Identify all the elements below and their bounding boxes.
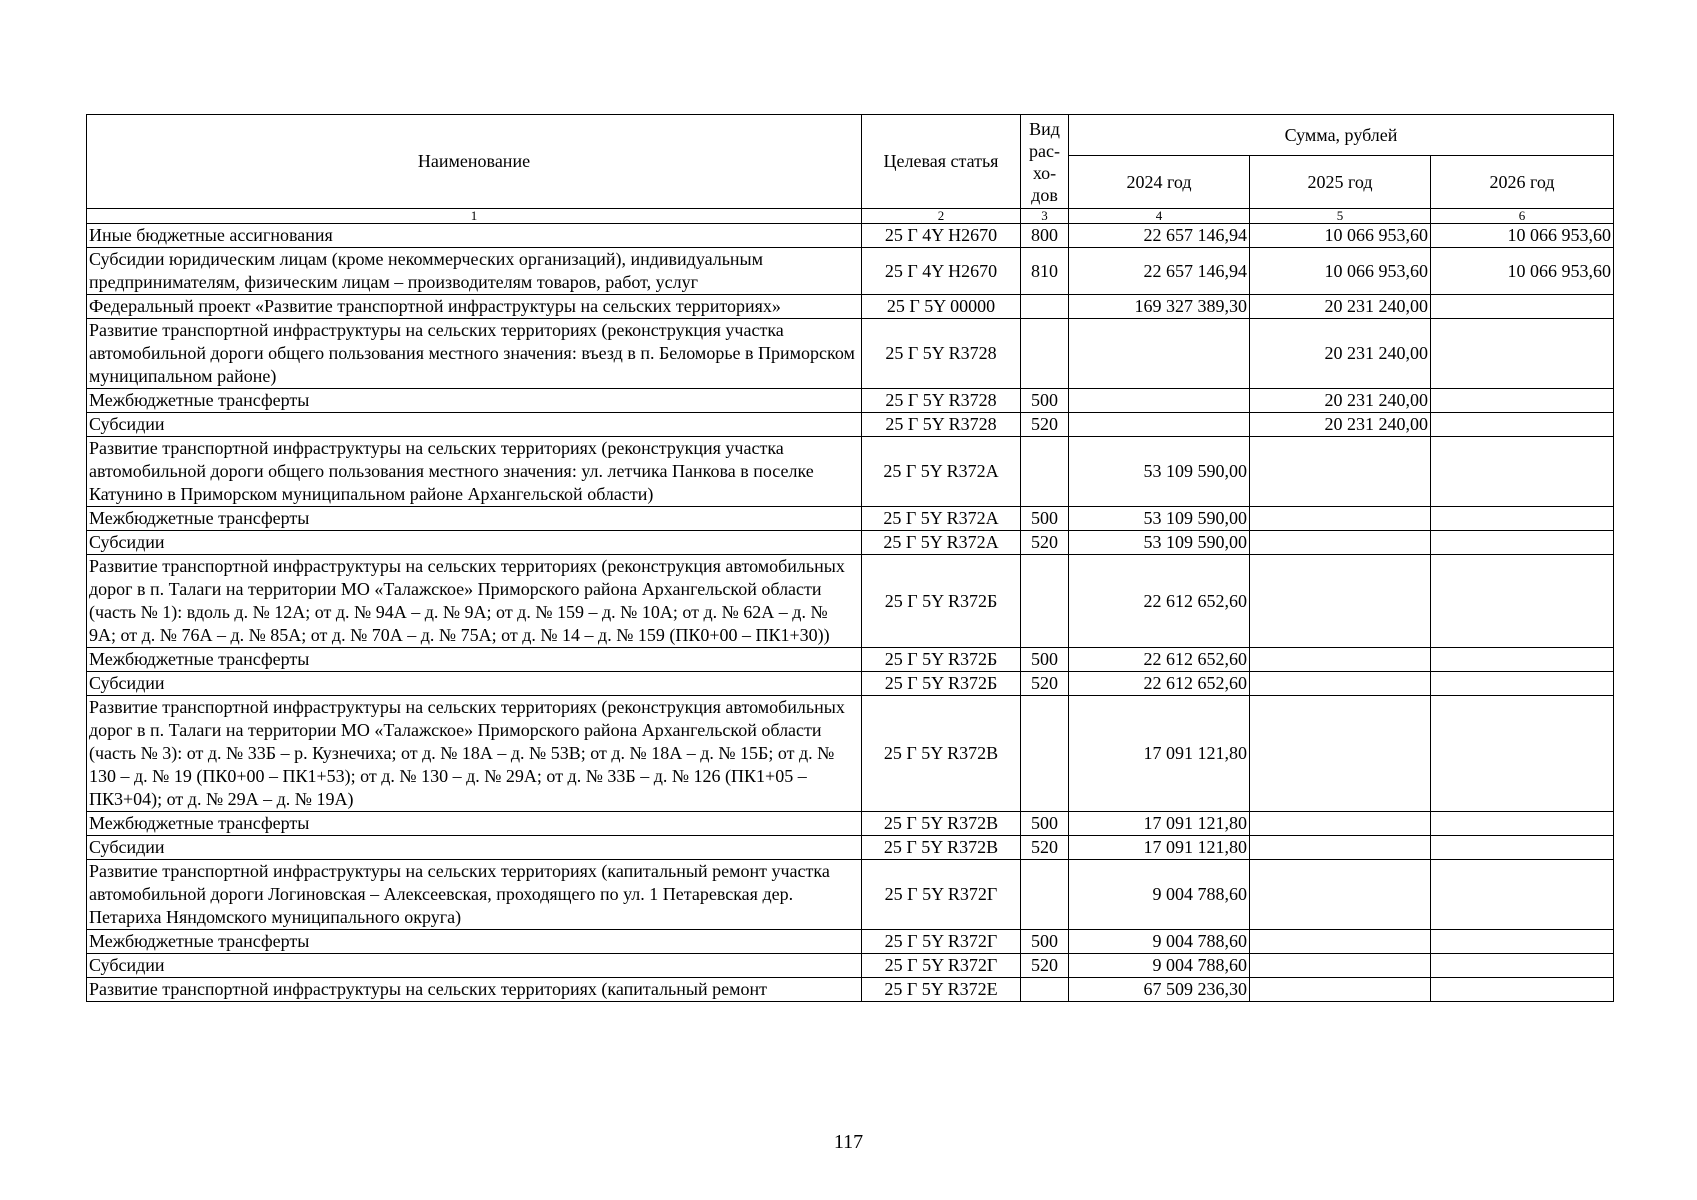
- row-amount-2024: [1069, 389, 1250, 413]
- table-row: [87, 836, 1614, 860]
- row-target-article: 25 Г 5Y R372В: [862, 812, 1021, 836]
- row-amount-2026: [1431, 954, 1614, 978]
- row-amount-2024: 17 091 121,80: [1069, 696, 1250, 812]
- row-amount-2025: [1250, 531, 1431, 555]
- row-expense-type: [1021, 437, 1069, 507]
- row-name: Развитие транспортной инфраструктуры на сельских территориях (реконструкция автомобильных дорог в п. Талаги на территории МО «Талажское» Приморского района Архангельской области (часть № 3): от д. № 33Б – р. Кузнечиха; от д. № 18А – д. № 53В; от д. № 18А – д. № 15Б; от д. № 130 – д. № 19 (ПК0+00 – ПК1+53); от д. № 130 – д. № 29А; от д. № 33Б – д. № 126 (ПК1+05 – ПК3+04); от д. № 29А – д. № 19А): [87, 696, 862, 812]
- row-target-article: 25 Г 5Y R372В: [862, 696, 1021, 812]
- row-expense-type: [1021, 978, 1069, 1002]
- row-target-article: 25 Г 5Y R3728: [862, 389, 1021, 413]
- row-amount-2024: [1069, 319, 1250, 389]
- row-expense-type: 800: [1021, 224, 1069, 248]
- row-amount-2026: [1431, 319, 1614, 389]
- row-amount-2024: 53 109 590,00: [1069, 531, 1250, 555]
- row-expense-type: 520: [1021, 413, 1069, 437]
- table-row: [87, 248, 1614, 295]
- row-amount-2024: 9 004 788,60: [1069, 930, 1250, 954]
- row-amount-2026: [1431, 555, 1614, 648]
- column-number: 2: [862, 209, 1021, 224]
- row-amount-2025: [1250, 672, 1431, 696]
- row-target-article: 25 Г 4Y H2670: [862, 224, 1021, 248]
- header-sum: Сумма, рублей: [1069, 115, 1614, 156]
- row-amount-2026: [1431, 507, 1614, 531]
- row-target-article: 25 Г 5Y R372Б: [862, 648, 1021, 672]
- table-row: [87, 555, 1614, 648]
- row-expense-type: 500: [1021, 389, 1069, 413]
- row-amount-2024: 53 109 590,00: [1069, 507, 1250, 531]
- row-name: Субсидии: [87, 531, 862, 555]
- page-number: 117: [833, 1131, 864, 1153]
- row-amount-2025: 20 231 240,00: [1250, 413, 1431, 437]
- row-amount-2026: [1431, 531, 1614, 555]
- table-row: [87, 295, 1614, 319]
- row-target-article: 25 Г 5Y R372А: [862, 531, 1021, 555]
- row-target-article: 25 Г 4Y H2670: [862, 248, 1021, 295]
- row-name: Межбюджетные трансферты: [87, 507, 862, 531]
- row-expense-type: 500: [1021, 812, 1069, 836]
- row-amount-2025: [1250, 648, 1431, 672]
- row-amount-2026: [1431, 836, 1614, 860]
- column-number: 1: [87, 209, 862, 224]
- row-amount-2025: [1250, 930, 1431, 954]
- row-name: Субсидии: [87, 954, 862, 978]
- row-amount-2025: [1250, 507, 1431, 531]
- table-row: [87, 930, 1614, 954]
- row-amount-2025: [1250, 555, 1431, 648]
- table-row: [87, 812, 1614, 836]
- row-target-article: 25 Г 5Y R372А: [862, 507, 1021, 531]
- row-amount-2024: 17 091 121,80: [1069, 836, 1250, 860]
- row-amount-2026: 10 066 953,60: [1431, 224, 1614, 248]
- row-amount-2026: [1431, 860, 1614, 930]
- row-target-article: 25 Г 5Y R372А: [862, 437, 1021, 507]
- row-expense-type: [1021, 295, 1069, 319]
- row-expense-type: [1021, 319, 1069, 389]
- row-amount-2026: [1431, 812, 1614, 836]
- row-name: Развитие транспортной инфраструктуры на сельских территориях (реконструкция автомобильных дорог в п. Талаги на территории МО «Талажское» Приморского района Архангельской области (часть № 1): вдоль д. № 12А; от д. № 94А – д. № 9А; от д. № 159 – д. № 10А; от д. № 62А – д. № 9А; от д. № 76А – д. № 85А; от д. № 70А – д. № 75А; от д. № 14 – д. № 159 (ПК0+00 – ПК1+30)): [87, 555, 862, 648]
- row-target-article: 25 Г 5Y 00000: [862, 295, 1021, 319]
- row-amount-2025: [1250, 437, 1431, 507]
- row-amount-2024: 67 509 236,30: [1069, 978, 1250, 1002]
- row-amount-2024: 22 612 652,60: [1069, 555, 1250, 648]
- table-row: [87, 672, 1614, 696]
- table-row: [87, 389, 1614, 413]
- row-target-article: 25 Г 5Y R372Б: [862, 672, 1021, 696]
- row-name: Межбюджетные трансферты: [87, 930, 862, 954]
- row-amount-2026: [1431, 389, 1614, 413]
- row-amount-2024: 22 657 146,94: [1069, 248, 1250, 295]
- row-expense-type: 520: [1021, 954, 1069, 978]
- row-amount-2026: [1431, 437, 1614, 507]
- header-name: Наименование: [87, 115, 862, 209]
- row-amount-2024: 53 109 590,00: [1069, 437, 1250, 507]
- table-row: [87, 413, 1614, 437]
- row-amount-2025: [1250, 860, 1431, 930]
- row-amount-2026: [1431, 696, 1614, 812]
- row-expense-type: 500: [1021, 930, 1069, 954]
- row-amount-2025: 20 231 240,00: [1250, 319, 1431, 389]
- row-expense-type: 500: [1021, 648, 1069, 672]
- row-amount-2026: [1431, 978, 1614, 1002]
- budget-table: [86, 114, 1614, 1002]
- row-amount-2026: [1431, 413, 1614, 437]
- row-name: Субсидии: [87, 672, 862, 696]
- row-target-article: 25 Г 5Y R372Г: [862, 860, 1021, 930]
- header-year-2026: 2026 год: [1431, 156, 1614, 209]
- row-expense-type: [1021, 860, 1069, 930]
- row-target-article: 25 Г 5Y R372Г: [862, 954, 1021, 978]
- row-amount-2024: 17 091 121,80: [1069, 812, 1250, 836]
- header-target-article: Целевая статья: [862, 115, 1021, 209]
- table-row: [87, 954, 1614, 978]
- row-name: Развитие транспортной инфраструктуры на сельских территориях (реконструкция участка автомобильной дороги общего пользования местного значения: ул. летчика Панкова в поселке Катунино в Приморском муниципальном районе Архангельской области): [87, 437, 862, 507]
- row-name: Субсидии: [87, 413, 862, 437]
- row-amount-2025: 10 066 953,60: [1250, 224, 1431, 248]
- row-amount-2024: 22 612 652,60: [1069, 672, 1250, 696]
- header-year-2025: 2025 год: [1250, 156, 1431, 209]
- row-target-article: 25 Г 5Y R372Е: [862, 978, 1021, 1002]
- row-amount-2025: [1250, 978, 1431, 1002]
- table-row: [87, 507, 1614, 531]
- row-amount-2024: 9 004 788,60: [1069, 860, 1250, 930]
- row-name: Межбюджетные трансферты: [87, 648, 862, 672]
- row-target-article: 25 Г 5Y R372Б: [862, 555, 1021, 648]
- row-amount-2024: 22 612 652,60: [1069, 648, 1250, 672]
- row-amount-2026: 10 066 953,60: [1431, 248, 1614, 295]
- column-number: 5: [1250, 209, 1431, 224]
- table-row: [87, 531, 1614, 555]
- row-name: Развитие транспортной инфраструктуры на сельских территориях (капитальный ремонт: [87, 978, 862, 1002]
- table-row: [87, 437, 1614, 507]
- table-row: [87, 319, 1614, 389]
- row-name: Развитие транспортной инфраструктуры на сельских территориях (капитальный ремонт участка автомобильной дороги Логиновская – Алексеевская, проходящего по ул. 1 Петаревская дер. Петариха Няндомского муниципального округа): [87, 860, 862, 930]
- row-target-article: 25 Г 5Y R372Г: [862, 930, 1021, 954]
- row-amount-2025: 20 231 240,00: [1250, 389, 1431, 413]
- row-target-article: 25 Г 5Y R3728: [862, 413, 1021, 437]
- row-expense-type: [1021, 696, 1069, 812]
- row-name: Субсидии: [87, 836, 862, 860]
- row-expense-type: 500: [1021, 507, 1069, 531]
- row-name: Межбюджетные трансферты: [87, 389, 862, 413]
- column-number: 6: [1431, 209, 1614, 224]
- row-expense-type: 520: [1021, 836, 1069, 860]
- row-amount-2025: 20 231 240,00: [1250, 295, 1431, 319]
- row-name: Федеральный проект «Развитие транспортной инфраструктуры на сельских территориях»: [87, 295, 862, 319]
- row-amount-2024: 9 004 788,60: [1069, 954, 1250, 978]
- row-expense-type: 520: [1021, 672, 1069, 696]
- row-expense-type: [1021, 555, 1069, 648]
- header-expense-type: Вид рас-хо-дов: [1021, 115, 1069, 209]
- table-header: [87, 115, 1614, 224]
- row-amount-2024: 22 657 146,94: [1069, 224, 1250, 248]
- table-row: [87, 648, 1614, 672]
- row-amount-2026: [1431, 672, 1614, 696]
- row-amount-2025: [1250, 836, 1431, 860]
- table-row: [87, 696, 1614, 812]
- row-name: Иные бюджетные ассигнования: [87, 224, 862, 248]
- table-row: [87, 978, 1614, 1002]
- table-row: [87, 224, 1614, 248]
- row-expense-type: 810: [1021, 248, 1069, 295]
- row-amount-2024: 169 327 389,30: [1069, 295, 1250, 319]
- column-number: 4: [1069, 209, 1250, 224]
- row-amount-2025: [1250, 954, 1431, 978]
- table-body: [87, 224, 1614, 1002]
- row-target-article: 25 Г 5Y R3728: [862, 319, 1021, 389]
- row-name: Субсидии юридическим лицам (кроме некоммерческих организаций), индивидуальным предпринимателям, физическим лицам – производителям товаров, работ, услуг: [87, 248, 862, 295]
- row-amount-2025: 10 066 953,60: [1250, 248, 1431, 295]
- column-numbers-row: [87, 209, 1614, 224]
- table-row: [87, 860, 1614, 930]
- row-amount-2025: [1250, 812, 1431, 836]
- row-amount-2026: [1431, 295, 1614, 319]
- row-name: Развитие транспортной инфраструктуры на сельских территориях (реконструкция участка автомобильной дороги общего пользования местного значения: въезд в п. Беломорье в Приморском муниципальном районе): [87, 319, 862, 389]
- row-amount-2026: [1431, 648, 1614, 672]
- row-amount-2025: [1250, 696, 1431, 812]
- row-amount-2026: [1431, 930, 1614, 954]
- column-number: 3: [1021, 209, 1069, 224]
- row-expense-type: 520: [1021, 531, 1069, 555]
- row-amount-2024: [1069, 413, 1250, 437]
- row-name: Межбюджетные трансферты: [87, 812, 862, 836]
- header-year-2024: 2024 год: [1069, 156, 1250, 209]
- row-target-article: 25 Г 5Y R372В: [862, 836, 1021, 860]
